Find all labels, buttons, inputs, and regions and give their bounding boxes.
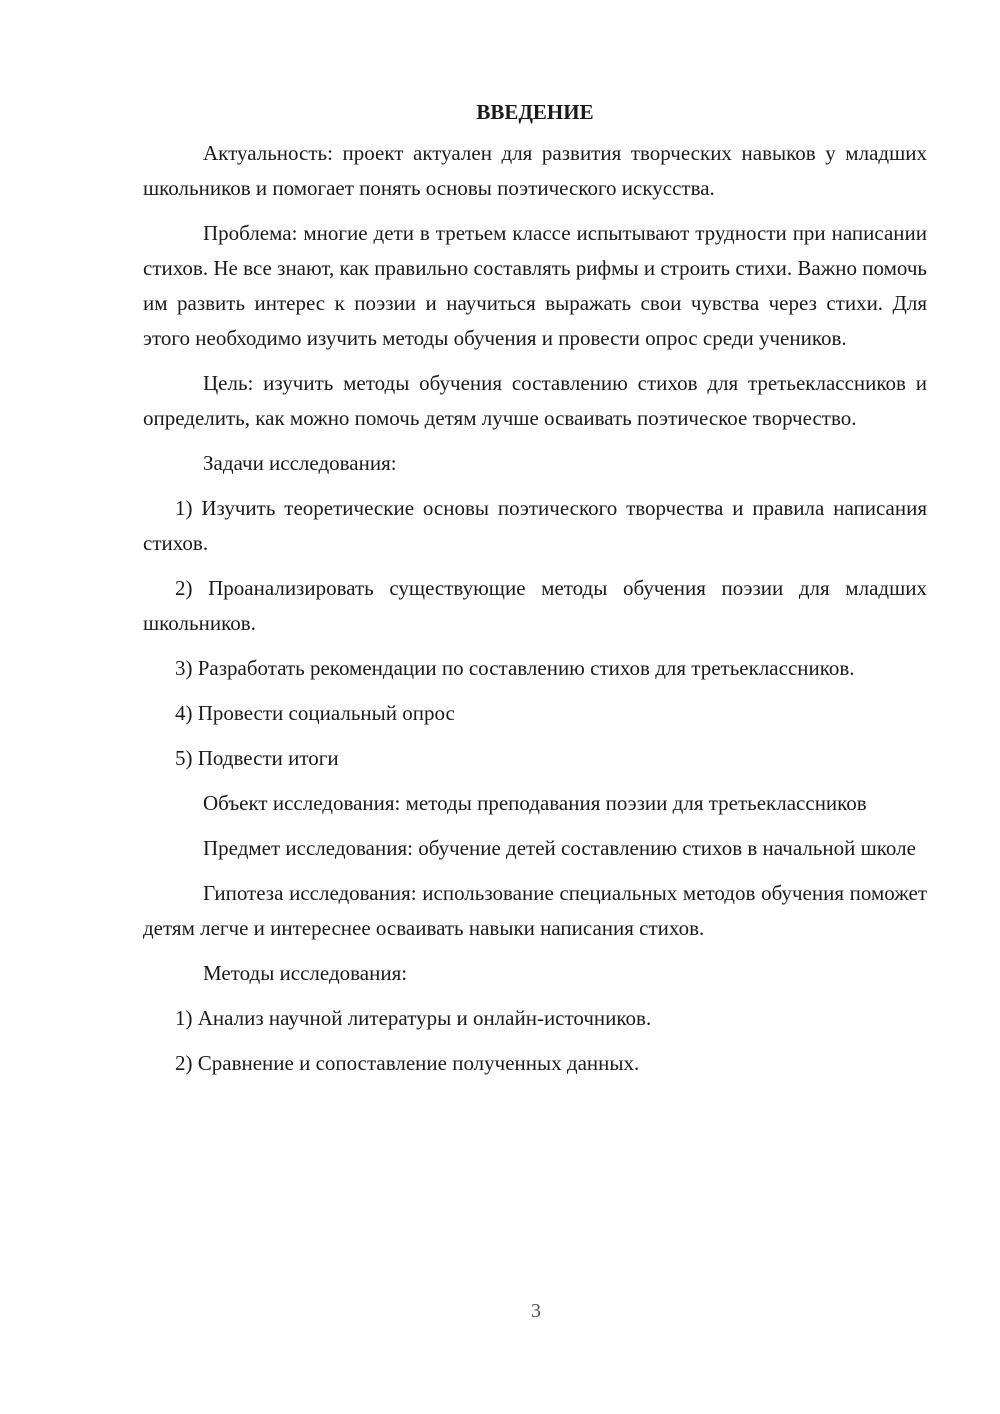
paragraph-relevance: Актуальность: проект актуален для развития творческих навыков у младших школьников и помогает понять основы поэтического искусства.: [143, 141, 927, 200]
paragraph-methods-heading: Методы исследования:: [203, 961, 408, 985]
page-content: [143, 98, 927, 1091]
list-item: 2) Проанализировать существующие методы обучения поэзии для младших школьников.: [143, 576, 927, 635]
paragraph-tasks-heading: Задачи исследования:: [203, 451, 397, 475]
list-item: 1) Изучить теоретические основы поэтического творчества и правила написания стихов.: [143, 496, 927, 555]
paragraph-hypothesis: Гипотеза исследования: использование специальных методов обучения поможет детям легче и интереснее осваивать навыки написания стихов.: [143, 881, 927, 940]
section-title: ВВЕДЕНИЕ: [476, 100, 594, 124]
paragraph-object: Объект исследования: методы преподавания поэзии для третьеклассников: [203, 791, 867, 815]
list-item: 1) Анализ научной литературы и онлайн-источников.: [175, 1006, 652, 1030]
page-number: 3: [531, 1300, 541, 1322]
list-item: 3) Разработать рекомендации по составлению стихов для третьеклассников.: [175, 656, 855, 680]
list-item: 4) Провести социальный опрос: [175, 701, 455, 725]
list-item: 2) Сравнение и сопоставление полученных данных.: [175, 1051, 640, 1075]
paragraph-goal: Цель: изучить методы обучения составлению стихов для третьеклассников и определить, как можно помочь детям лучше осваивать поэтическое творчество.: [143, 371, 927, 430]
paragraph-subject: Предмет исследования: обучение детей составлению стихов в начальной школе: [203, 836, 916, 860]
paragraph-problem: Проблема: многие дети в третьем классе испытывают трудности при написании стихов. Не все знают, как правильно составлять рифмы и строить стихи. Важно помочь им развить интерес к поэзии и научиться выражать свои чувства через стихи. Для этого необходимо изучить методы обучения и провести опрос среди учеников.: [143, 221, 927, 350]
list-item: 5) Подвести итоги: [175, 746, 339, 770]
